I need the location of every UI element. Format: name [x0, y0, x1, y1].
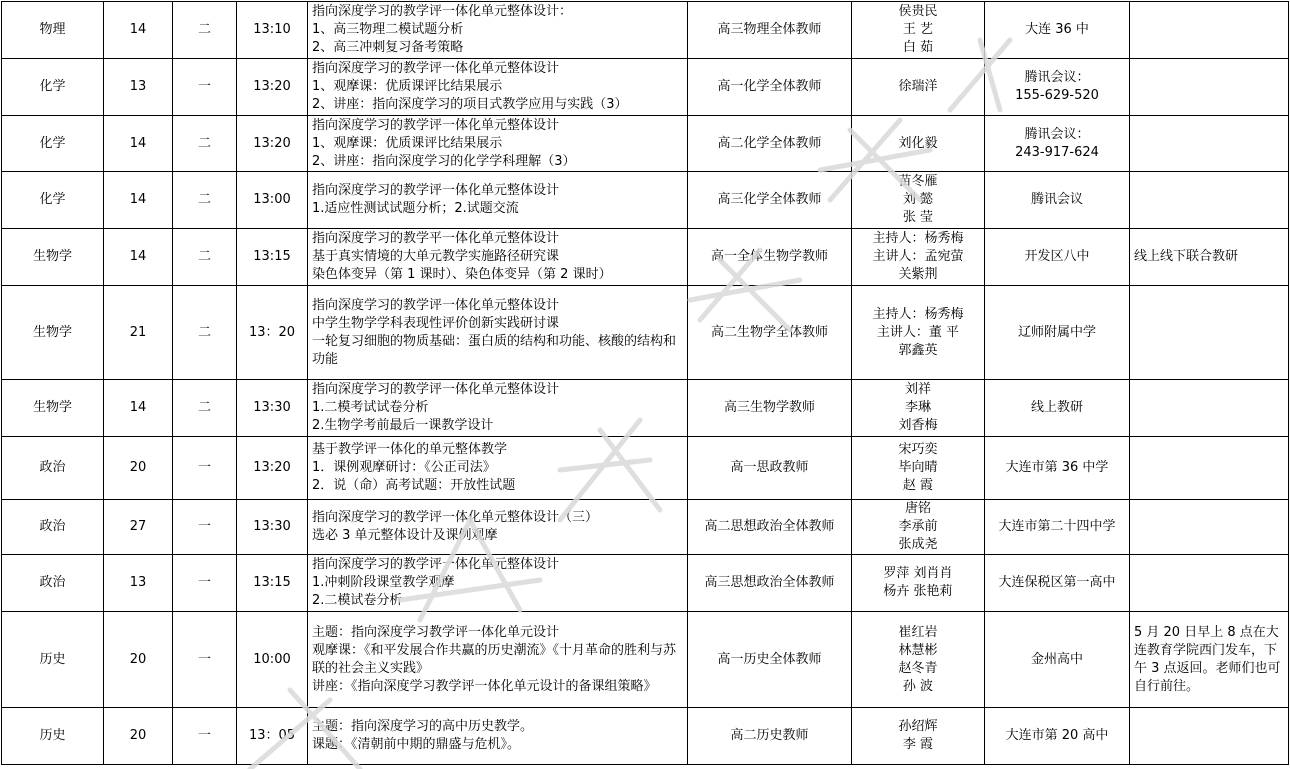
subject-text: 历史 — [39, 728, 66, 743]
participants-cell — [688, 612, 852, 708]
day-cell — [173, 2, 237, 59]
week-text: 13 — [129, 575, 147, 590]
time-cell — [237, 708, 308, 765]
location-cell — [985, 2, 1130, 59]
location-line: 大连市第二十四中学 — [998, 519, 1116, 534]
day-text: 二 — [197, 22, 211, 37]
content-line: 讲座：《指向深度学习教学评一体化单元设计的备课组策略》 — [312, 678, 657, 694]
participants-text: 高三生物学教师 — [723, 400, 815, 415]
content-line: 2.二模试卷分析 — [312, 593, 403, 608]
presenters-cell — [852, 59, 985, 116]
content-cell — [308, 380, 688, 437]
week-cell — [104, 500, 173, 555]
presenter-name: 苗冬雁 — [898, 174, 938, 189]
content-cell — [308, 612, 688, 708]
presenter-name: 郭鑫英 — [898, 342, 938, 358]
subject-cell — [2, 59, 104, 116]
participants-cell — [688, 229, 852, 286]
presenter-name: 赵 霞 — [902, 478, 934, 493]
content-line: 1、观摩课：优质课评比结果展示 — [312, 79, 503, 94]
presenter-name: 主讲人：孟宛萤 — [872, 249, 964, 264]
day-text: 一 — [197, 651, 211, 667]
presenter-name: 主持人：杨秀梅 — [872, 231, 964, 246]
day-cell — [173, 500, 237, 555]
participants-cell — [688, 59, 852, 116]
time-text: 13:20 — [253, 135, 291, 151]
week-cell — [104, 116, 173, 172]
week-cell — [104, 172, 173, 229]
content-line: 指向深度学习的教学评一体化单元整体设计 — [312, 557, 560, 572]
presenters-cell — [852, 437, 985, 500]
location-line: 线上教研 — [1030, 400, 1083, 415]
content-line: 主题：指向深度学习教学评一体化单元设计 — [312, 624, 560, 640]
time-text: 13:15 — [253, 575, 291, 590]
content-line: 1、观摩课：优质课评比结果展示 — [312, 135, 503, 151]
subject-cell — [2, 380, 104, 437]
time-cell — [237, 229, 308, 286]
week-cell — [104, 555, 173, 612]
note-cell — [1130, 380, 1289, 437]
presenter-name: 毕向晴 — [898, 460, 938, 475]
content-cell — [308, 500, 688, 555]
participants-cell — [688, 437, 852, 500]
participants-text: 高一全体生物学教师 — [710, 249, 828, 264]
subject-cell — [2, 172, 104, 229]
time-text: 13:30 — [253, 519, 291, 534]
content-line: 1.适应性测试试题分析；2.试题交流 — [312, 201, 519, 216]
location-line: 243-917-624 — [1015, 144, 1099, 160]
note-cell — [1130, 612, 1289, 708]
participants-text: 高二思想政治全体教师 — [704, 519, 835, 534]
subject-text: 历史 — [39, 651, 66, 667]
presenter-name: 唐铭 — [904, 501, 931, 516]
presenters-cell — [852, 555, 985, 612]
time-cell — [237, 172, 308, 229]
content-line: 1．课例观摩研讨：《公正司法》 — [312, 460, 496, 475]
content-line: 2、高三冲刺复习备考策略 — [312, 40, 464, 55]
presenter-name: 白 茹 — [902, 40, 934, 55]
presenter-name: 崔红岩 — [898, 624, 938, 640]
week-cell — [104, 708, 173, 765]
content-line: 主题：指向深度学习的高中历史教学。 — [312, 719, 534, 734]
presenter-name: 孙 波 — [902, 678, 934, 694]
presenter-name: 罗萍 刘肖肖 — [883, 566, 953, 581]
week-text: 14 — [129, 400, 147, 415]
content-line: 指向深度学习的教学评一体化单元整体设计 — [312, 183, 560, 198]
week-cell — [104, 229, 173, 286]
week-text: 27 — [129, 519, 147, 534]
day-cell — [173, 437, 237, 500]
participants-text: 高二生物学全体教师 — [710, 324, 828, 340]
day-cell — [173, 380, 237, 437]
presenter-name: 刘 懿 — [902, 192, 934, 207]
time-text: 13：05 — [248, 728, 296, 743]
presenter-name: 孙绍辉 — [898, 719, 938, 734]
presenters-cell — [852, 229, 985, 286]
day-text: 二 — [197, 324, 211, 340]
note-cell — [1130, 2, 1289, 59]
table-row — [2, 2, 1289, 59]
presenters-cell — [852, 286, 985, 380]
location-line: 腾讯会议： — [1024, 70, 1090, 85]
subject-cell — [2, 116, 104, 172]
table-row — [2, 555, 1289, 612]
location-line: 大连 36 中 — [1025, 22, 1089, 37]
day-text: 一 — [197, 460, 211, 475]
presenter-name: 林慧彬 — [898, 642, 938, 658]
location-line: 辽师附属中学 — [1017, 324, 1096, 340]
presenter-name: 主持人：杨秀梅 — [872, 306, 964, 322]
location-cell — [985, 380, 1130, 437]
participants-text: 高一化学全体教师 — [717, 79, 822, 94]
table-row — [2, 229, 1289, 286]
location-cell — [985, 116, 1130, 172]
participants-cell — [688, 286, 852, 380]
presenters-cell — [852, 380, 985, 437]
note-text: 5 月 20 日早上 8 点在大连教育学院西门发车，下午 3 点返回。老师们也可自行前往。 — [1134, 624, 1281, 694]
time-cell — [237, 116, 308, 172]
time-text: 13:00 — [253, 192, 291, 207]
day-cell — [173, 229, 237, 286]
content-cell — [308, 555, 688, 612]
content-line: 基于真实情境的大单元教学实施路径研究课 — [312, 249, 560, 264]
subject-cell — [2, 612, 104, 708]
location-line: 大连市第 20 高中 — [1005, 728, 1109, 743]
note-cell — [1130, 286, 1289, 380]
presenter-name: 关紫荆 — [898, 267, 938, 282]
time-text: 13:30 — [253, 400, 291, 415]
day-cell — [173, 116, 237, 172]
subject-text: 生物学 — [32, 249, 72, 264]
subject-text: 政治 — [39, 460, 66, 475]
time-text: 13:15 — [253, 249, 291, 264]
week-cell — [104, 2, 173, 59]
participants-text: 高三化学全体教师 — [717, 192, 822, 207]
content-cell — [308, 229, 688, 286]
location-cell — [985, 555, 1130, 612]
week-text: 20 — [129, 651, 147, 667]
day-cell — [173, 612, 237, 708]
subject-cell — [2, 437, 104, 500]
presenter-name: 侯贵民 — [898, 4, 938, 19]
participants-text: 高一历史全体教师 — [717, 651, 822, 667]
presenter-name: 杨卉 张艳莉 — [883, 584, 953, 599]
subject-cell — [2, 708, 104, 765]
presenter-name: 李琳 — [904, 400, 931, 415]
day-text: 二 — [197, 249, 211, 264]
table-row — [2, 437, 1289, 500]
participants-text: 高二化学全体教师 — [717, 135, 822, 151]
content-line: 中学生物学学科表现性评价创新实践研讨课 — [312, 315, 560, 331]
content-line: 指向深度学习的教学评一体化单元整体设计 — [312, 382, 560, 397]
presenter-name: 张成尧 — [898, 537, 938, 552]
participants-text: 高三物理全体教师 — [717, 22, 822, 37]
location-cell — [985, 708, 1130, 765]
day-text: 一 — [197, 519, 211, 534]
presenter-name: 张 莹 — [902, 210, 934, 225]
content-line: 指向深度学习的教学平一体化单元整体设计 — [312, 231, 560, 246]
content-line: 1.二模考试试卷分析 — [312, 400, 429, 415]
subject-text: 生物学 — [32, 324, 72, 340]
table-row — [2, 612, 1289, 708]
content-line: 课题：《清朝前中期的鼎盛与危机》。 — [312, 737, 521, 752]
note-text: 线上线下联合教研 — [1134, 249, 1239, 264]
time-text: 10:00 — [253, 651, 291, 667]
location-cell — [985, 229, 1130, 286]
day-text: 二 — [197, 192, 211, 207]
location-cell — [985, 59, 1130, 116]
time-cell — [237, 437, 308, 500]
presenter-name: 徐瑞洋 — [898, 79, 938, 94]
time-cell — [237, 500, 308, 555]
participants-cell — [688, 500, 852, 555]
day-cell — [173, 286, 237, 380]
time-cell — [237, 2, 308, 59]
location-line: 大连市第 36 中学 — [1005, 460, 1109, 475]
content-line: 指向深度学习的教学评一体化单元整体设计 — [312, 61, 560, 76]
participants-cell — [688, 555, 852, 612]
subject-text: 生物学 — [32, 400, 72, 415]
time-cell — [237, 555, 308, 612]
time-text: 13：20 — [248, 324, 296, 340]
participants-text: 高三思想政治全体教师 — [704, 575, 835, 590]
content-line: 指向深度学习的教学评一体化单元整体设计 — [312, 297, 560, 313]
content-line: 2．说（命）高考试题：开放性试题 — [312, 478, 516, 493]
location-line: 开发区八中 — [1024, 249, 1090, 264]
content-line: 1、高三物理二模试题分析 — [312, 22, 464, 37]
day-text: 二 — [197, 400, 211, 415]
content-line: 1.冲刺阶段课堂教学观摩 — [312, 575, 455, 590]
day-cell — [173, 555, 237, 612]
schedule-table — [1, 1, 1289, 765]
presenter-name: 李 霞 — [902, 737, 934, 752]
presenters-cell — [852, 116, 985, 172]
week-cell — [104, 437, 173, 500]
presenter-name: 宋巧奕 — [898, 442, 938, 457]
presenters-cell — [852, 2, 985, 59]
note-cell — [1130, 555, 1289, 612]
content-line: 2.生物学考前最后一课教学设计 — [312, 418, 494, 433]
content-line: 指向深度学习的教学评一体化单元整体设计 — [312, 117, 560, 133]
time-cell — [237, 380, 308, 437]
week-text: 13 — [129, 79, 147, 94]
subject-cell — [2, 500, 104, 555]
day-text: 一 — [197, 575, 211, 590]
day-text: 一 — [197, 728, 211, 743]
presenter-name: 李承前 — [898, 519, 938, 534]
week-cell — [104, 286, 173, 380]
subject-cell — [2, 2, 104, 59]
time-cell — [237, 612, 308, 708]
note-cell — [1130, 229, 1289, 286]
subject-cell — [2, 229, 104, 286]
location-cell — [985, 286, 1130, 380]
participants-cell — [688, 708, 852, 765]
content-line: 基于教学评一体化的单元整体教学 — [312, 442, 508, 457]
note-cell — [1130, 116, 1289, 172]
presenters-cell — [852, 500, 985, 555]
week-text: 14 — [129, 22, 147, 37]
subject-text: 政治 — [39, 575, 66, 590]
subject-text: 政治 — [39, 519, 66, 534]
participants-cell — [688, 172, 852, 229]
participants-text: 高二历史教师 — [730, 728, 809, 743]
time-cell — [237, 286, 308, 380]
location-line: 腾讯会议： — [1024, 126, 1090, 142]
note-cell — [1130, 437, 1289, 500]
time-cell — [237, 59, 308, 116]
note-cell — [1130, 172, 1289, 229]
content-cell — [308, 286, 688, 380]
table-row — [2, 172, 1289, 229]
time-text: 13:20 — [253, 79, 291, 94]
table-row — [2, 59, 1289, 116]
content-line: 2、讲座：指向深度学习的化学学科理解（3） — [312, 153, 576, 169]
presenters-cell — [852, 708, 985, 765]
subject-text: 物理 — [39, 22, 66, 37]
week-text: 20 — [129, 728, 147, 743]
participants-cell — [688, 380, 852, 437]
table-row — [2, 380, 1289, 437]
week-text: 14 — [129, 192, 147, 207]
week-cell — [104, 380, 173, 437]
subject-text: 化学 — [39, 135, 66, 151]
location-cell — [985, 612, 1130, 708]
participants-text: 高一思政教师 — [730, 460, 809, 475]
table-row — [2, 116, 1289, 172]
content-cell — [308, 59, 688, 116]
content-line: 指向深度学习的教学评一体化单元整体设计（三） — [312, 510, 599, 525]
presenter-name: 赵冬青 — [898, 660, 938, 676]
table-row — [2, 708, 1289, 765]
presenters-cell — [852, 612, 985, 708]
subject-text: 化学 — [39, 192, 66, 207]
participants-cell — [688, 116, 852, 172]
note-cell — [1130, 500, 1289, 555]
note-cell — [1130, 59, 1289, 116]
subject-cell — [2, 555, 104, 612]
day-cell — [173, 172, 237, 229]
presenter-name: 刘祥 — [904, 382, 931, 397]
location-line: 155-629-520 — [1015, 88, 1099, 103]
content-line: 选必 3 单元整体设计及课例观摩 — [312, 528, 498, 543]
location-line: 金州高中 — [1030, 651, 1083, 667]
day-cell — [173, 59, 237, 116]
content-line: 2、讲座：指向深度学习的项目式教学应用与实践（3） — [312, 97, 628, 112]
subject-text: 化学 — [39, 79, 66, 94]
presenter-name: 主讲人：董 平 — [876, 324, 960, 340]
presenter-name: 刘化毅 — [898, 135, 938, 151]
content-line: 指向深度学习的教学评一体化单元整体设计： — [312, 4, 573, 19]
content-line: 一轮复习细胞的物质基础：蛋白质的结构和功能、核酸的结构和功能 — [312, 333, 677, 367]
content-cell — [308, 116, 688, 172]
location-line: 腾讯会议 — [1030, 192, 1083, 207]
week-text: 14 — [129, 249, 147, 264]
day-text: 一 — [197, 79, 211, 94]
week-text: 20 — [129, 460, 147, 475]
content-line: 染色体变异（第 1 课时）、染色体变异（第 2 课时） — [312, 267, 612, 282]
location-cell — [985, 437, 1130, 500]
week-cell — [104, 612, 173, 708]
day-cell — [173, 708, 237, 765]
location-line: 大连保税区第一高中 — [998, 575, 1116, 590]
presenter-name: 刘香梅 — [898, 418, 938, 433]
content-line: 观摩课：《和平发展合作共赢的历史潮流》《十月革命的胜利与苏联的社会主义实践》 — [312, 642, 677, 676]
time-text: 13:10 — [253, 22, 291, 37]
location-cell — [985, 500, 1130, 555]
table-row — [2, 286, 1289, 380]
week-text: 14 — [129, 135, 147, 151]
week-text: 21 — [129, 324, 147, 340]
week-cell — [104, 59, 173, 116]
table-row — [2, 500, 1289, 555]
participants-cell — [688, 2, 852, 59]
content-cell — [308, 437, 688, 500]
content-cell — [308, 2, 688, 59]
day-text: 二 — [197, 135, 211, 151]
content-cell — [308, 172, 688, 229]
location-cell — [985, 172, 1130, 229]
content-cell — [308, 708, 688, 765]
presenter-name: 王 艺 — [902, 22, 934, 37]
subject-cell — [2, 286, 104, 380]
note-cell — [1130, 708, 1289, 765]
time-text: 13:20 — [253, 460, 291, 475]
presenters-cell — [852, 172, 985, 229]
